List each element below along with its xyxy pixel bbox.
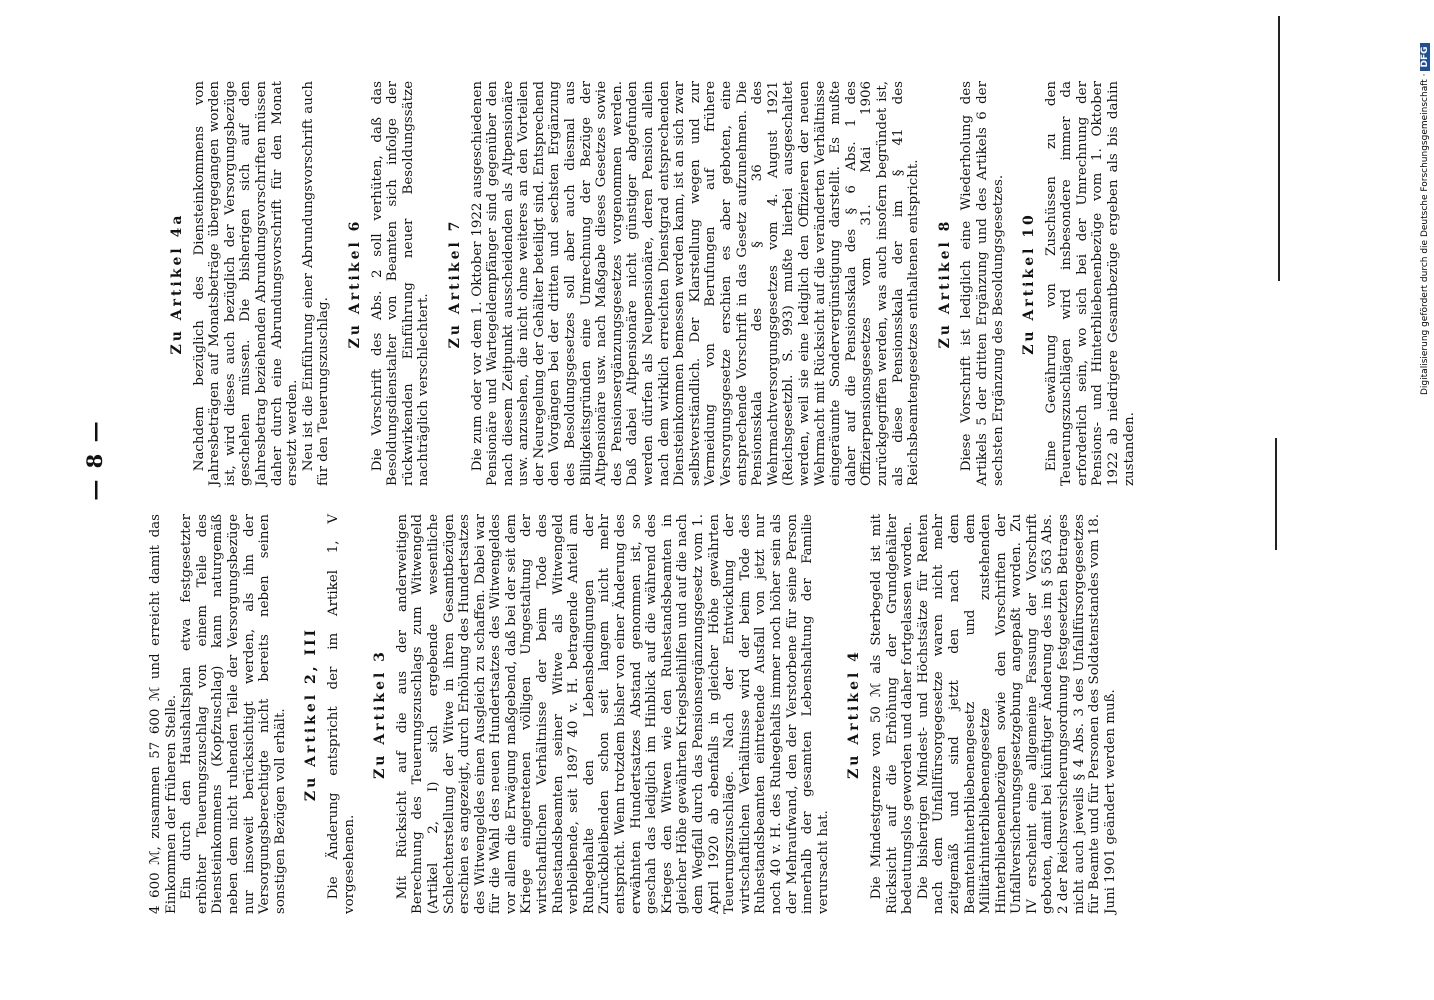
section-heading: Zu Artikel 4a	[169, 212, 185, 355]
paragraph: Die zum oder vor dem 1. Oktober 1922 ausgeschiedenen Pensionäre und Wartegeldempfänger sind gegenüber den nach diesem Zeitpunkt ausscheidenden als Altpensionäre usw. anzusehen, die nicht ohne weiteres an den Vorteilen der Neuregelung der Gehälter beteiligt sind. Entsprechend den Vorgängen bei der dritten und sechsten Ergänzung des Besoldungsgesetzes soll aber auch diesmal aus Billigkeitsgründen eine Umrechnung der Bezüge der Altpensionäre usw. nach Maßgabe dieses Gesetzes sowie des Pensionsergänzungsgesetzes vorgenommen werden. Daß dabei Altpensionäre nicht günstiger abgefunden werden dürfen als Neupensionäre, deren Pension allein nach dem wirklich erreichten Dienstgrad entsprechenden Diensteinkommen bemessen werden kann, ist an sich zwar selbstverständlich. Der Klarstellung wegen und zur Vermeidung von Berufungen auf frühere Versorgungsgesetze erschien es aber geboten, eine entsprechende Vorschrift in das Gesetz aufzunehmen. Die Pensionsskala des § 36 des Wehrmachtversorgungsgesetzes vom 4. August 1921 (Reichsgesetzbl. S. 993) mußte hierbei ausgeschaltet werden, weil sie eine lediglich den Offizieren der neuen Wehrmacht mit Rücksicht auf die veränderten Verhältnisse eingeräumte Sondervergünstigung darstellt. Es mußte daher auf die Pensionsskala des § 6 Abs. 1 des Offizierpensionsgesetzes vom 31. Mai 1906 zurückgegriffen werden, was auch insofern begründet ist, als diese Pensionsskala der im § 41 des Reichsbeamtengesetzes enthaltenen entspricht.	[469, 81, 922, 486]
section-heading: Zu Artikel 6	[346, 218, 363, 349]
left-column	[148, 514, 1118, 914]
paragraph: Die Mindestgrenze von 50 ℳ als Sterbegeld ist mit Rücksicht auf die Erhöhung der Grundgehälter bedeutungslos geworden und daher fortgelassen worden.	[868, 514, 916, 914]
dfg-logo: DFG	[1420, 44, 1430, 71]
right-column	[170, 81, 1137, 486]
page-number: — 8 —	[82, 419, 107, 501]
end-rule	[1275, 438, 1277, 550]
paragraph: Mit Rücksicht auf die aus der anderweitigen Berechnung des Teuerungszuschlags zum Witwengeld (Artikel 2, I) sich ergebende wesentliche Schlechterstellung der Witwe in ihren Gesamtbezügen erschien es angezeigt, durch Erhöhung des Hundertsatzes des Witwengeldes einen Ausgleich zu schaffen. Dabei war für die Wahl des neuen Hundertsatzes des Witwengeldes vor allem die Erwägung maßgebend, daß bei der seit dem Kriege eingetretenen völligen Umgestaltung der wirtschaftlichen Verhältnisse der beim Tode des Ruhestandsbeamten seiner Witwe als Witwengeld verbleibende, seit 1897 40 v. H. betragende Anteil am Ruhegehalte den Lebensbedingungen der Zurückbleibenden schon seit langem nicht mehr entspricht. Wenn trotzdem bisher von einer Änderung des erwähnten Hundertsatzes Abstand genommen ist, so geschah das lediglich im Hinblick auf die während des Krieges den Witwen wie den Ruhestandsbeamten in gleicher Höhe gewährten Kriegsbeihilfen und auf die nach dem Wegfall durch das Pensionsergänzungsgesetz vom 1. April 1920 ab ebenfalls in gleicher Höhe gewährten Teuerungszuschläge. Nach der Entwicklung der wirtschaftlichen Verhältnisse wird der beim Tode des Ruhestandsbeamten eintretende Ausfall von jetzt nur noch 40 v. H. des Ruhegehalts immer noch höher sein als der Mehraufwand, den der Verstorbene für seine Person innerhalb der gesamten Lebenshaltung der Familie verursacht hat.	[394, 514, 831, 914]
paragraph: Diese Vorschrift ist lediglich eine Wiederholung des Artikels 5 der dritten Ergänzung und des Artikels 6 der sechsten Ergänzung des Besoldungsgesetzes.	[959, 81, 1006, 486]
section-heading: Zu Artikel 10	[1021, 212, 1038, 355]
paragraph: Die Änderung entspricht der im Artikel 1, V vorgesehenen.	[325, 514, 357, 914]
paragraph: Eine Gewährung von Zuschüssen zu den Teuerungszuschlägen wird insbesondere immer da erforderlich sein, wo sich bei der Umrechnung der Pensions- und Hinterbliebenenbezüge vom 1. Oktober 1922 ab niedrigere Gesamtbezüge ergeben als bis dahin zustanden.	[1043, 81, 1137, 486]
section-heading: Zu Artikel 2, III	[303, 626, 320, 802]
digitization-credit	[1420, 44, 1430, 396]
section-heading: Zu Artikel 8	[936, 218, 953, 349]
section-heading: Zu Artikel 7	[446, 218, 463, 349]
paragraph: Die Vorschrift des Abs. 2 soll verhüten, daß das Besoldungsdienstalter von Beamten sich infolge der rückwirkenden Einführung neuer Besoldungssätze nachträglich verschlechtert.	[369, 81, 432, 486]
paragraph: Die bisherigen Mindest- und Höchstsätze für Renten nach dem Unfallfürsorgegesetze waren nicht mehr zeitgemäß und sind jetzt den nach dem Beamtenhinterbliebenengesetz und dem Militärhinterbliebenengesetze zustehenden Hinterbliebenenbezügen sowie den Vorschriften der Unfallversicherungsgesetzgebung angepaßt worden. Zu IV erscheint eine allgemeine Fassung der Vorschrift geboten, damit bei künftiger Änderung des im § 563 Abs. 2 der Reichsversicherungsordnung festgesetzten Betrages nicht auch jeweils § 4 Abs. 3 des Unfallfürsorgegesetzes für Beamte und für Personen des Soldatenstandes vom 18. Juni 1901 geändert werden muß.	[915, 514, 1118, 914]
paragraph: Neu ist die Einführung einer Abrundungsvorschrift auch für den Teuerungszuschlag.	[300, 81, 332, 486]
paragraph: 4 600 ℳ, zusammen 57 600 ℳ und erreicht damit das Einkommen der früheren Stelle.	[148, 514, 179, 914]
paragraph: Nachdem bezüglich des Diensteinkommens von Jahresbeträgen auf Monatsbeträge übergegangen worden ist, wird dieses auch bezüglich der Versorgungsbezüge geschehen müssen. Die bisherigen sich auf den Jahresbetrag beziehenden Abrundungsvorschriften müssen daher durch eine Abrundungsvorschrift für den Monat ersetzt werden.	[191, 81, 301, 486]
section-heading: Zu Artikel 3	[372, 649, 389, 779]
section-heading: Zu Artikel 4	[846, 649, 863, 779]
closing-rule	[1278, 16, 1280, 281]
credit-text: Digitalisierung gefördert durch die Deutsche Forschungsgemeinschaft ·	[1420, 73, 1430, 395]
paragraph: Ein durch den Haushaltsplan etwa festgesetzter erhöhter Teuerungszuschlag von einem Teile des Diensteinkommens (Kopfzuschlag) kann naturgemäß neben dem nicht ruhenden Teile der Versorgungsbezüge nur insoweit berücksichtigt werden, als ihn der Versorgungsberechtigte nicht bereits neben seinen sonstigen Bezügen voll erhält.	[179, 514, 288, 914]
